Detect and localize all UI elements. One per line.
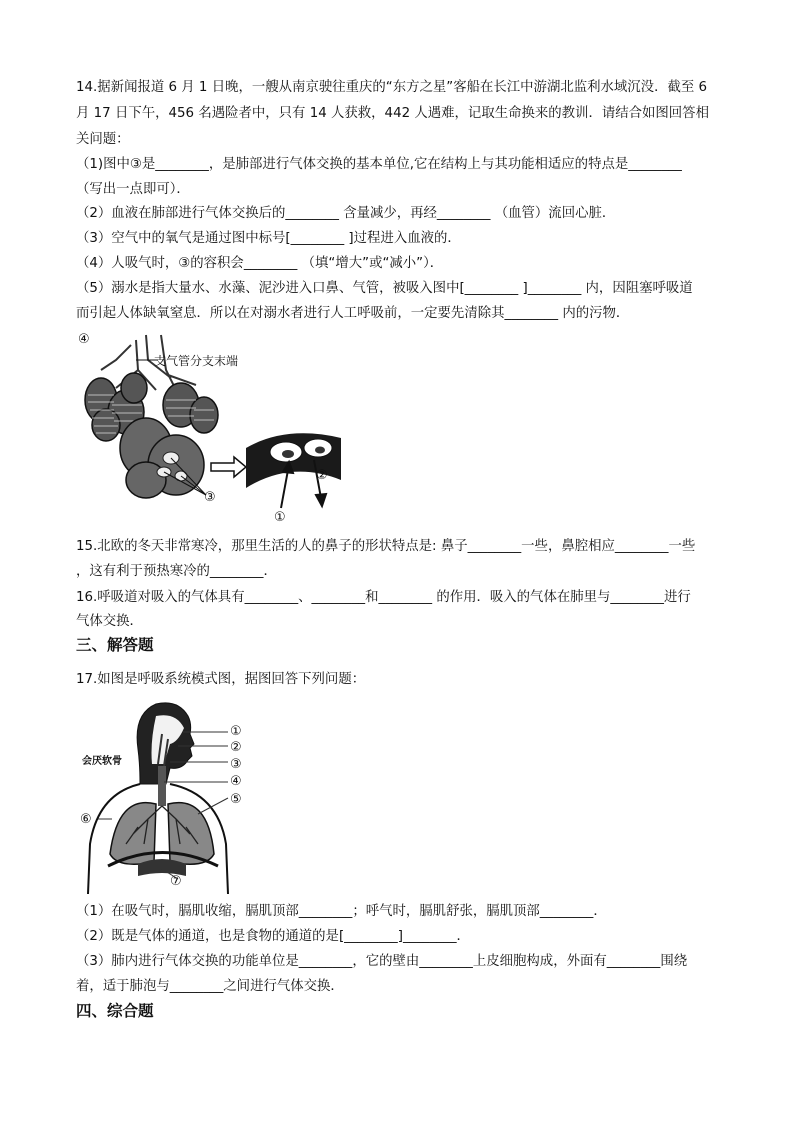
q16-line-2: 气体交换． (76, 614, 143, 629)
q17-part-2: （2）既是气体的通道，也是食物的通道的是[________]________． (76, 929, 470, 944)
q16-line-1: 16.呼吸道对吸入的气体具有________、________和________ 的作用．吸入的气体在肺里与________进行 (76, 590, 691, 605)
q17-part-3: （3）肺内进行气体交换的功能单位是________，它的壁由________上皮细胞构成，外面有________围绕 (76, 954, 688, 969)
resp-marker-1: ① (230, 724, 242, 739)
q14-line-3: 关问题： (76, 132, 130, 147)
q15-line-1: 15.北欧的冬天非常寒冷，那里生活的人的鼻子的形状特点是: 鼻子________一些，鼻腔相应________一些 (76, 539, 696, 554)
resp-marker-2: ② (230, 740, 242, 755)
section-heading-3: 三、解答题 (76, 636, 154, 654)
q14-part-1-note: （写出一点即可）． (76, 182, 190, 197)
q14-part-5: （5）溺水是指大量水、水藻、泥沙进入口鼻、气管，被吸入图中[________ ]________ 内，因阻塞呼吸道 (76, 281, 693, 296)
q14-part-5-cont: 而引起人体缺氧窒息．所以在对溺水者进行人工呼吸前，一定要先清除其________ 内的污物． (76, 306, 630, 321)
figure-marker-3: ③ (204, 490, 216, 505)
q17-intro: 17.如图是呼吸系统模式图，据图回答下列问题： (76, 672, 366, 687)
epiglottis-label: 会厌软骨 (82, 756, 122, 767)
q17-part-3-cont: 着，适于肺泡与________之间进行气体交换． (76, 979, 344, 994)
resp-marker-3: ③ (230, 757, 242, 772)
q14-line-1: 14.据新闻报道 6 月 1 日晚，一艘从南京驶往重庆的“东方之星”客船在长江中游湖北监利水域沉没．截至 6 (76, 80, 708, 95)
q15-line-2: ，这有利于预热寒冷的________． (76, 564, 277, 579)
branch-end-label: 支气管分支末端 (154, 354, 239, 368)
q14-part-1: （1)图中③是________，是肺部进行气体交换的基本单位,它在结构上与其功能相适应的特点是________ (76, 157, 682, 172)
q17-part-1: （1）在吸气时，膈肌收缩，膈肌顶部________；呼气时，膈肌舒张，膈肌顶部________． (76, 904, 607, 919)
resp-marker-5: ⑤ (230, 792, 242, 807)
q14-part-4: （4）人吸气时，③的容积会________ （填“增大”或“减小”）． (76, 256, 444, 271)
q14-part-3: （3）空气中的氧气是通过图中标号[________ ]过程进入血液的． (76, 231, 461, 246)
figure-marker-2: ② (316, 468, 328, 483)
section-heading-4: 四、综合题 (76, 1002, 154, 1020)
resp-marker-6: ⑥ (80, 812, 92, 827)
figure-marker-4: ④ (78, 332, 90, 347)
q14-line-2: 月 17 日下午，456 名遇险者中，只有 14 人获救，442 人遇难，记取生命换来的教训．请结合如图回答相 (76, 106, 709, 121)
q14-part-2: （2）血液在肺部进行气体交换后的________ 含量减少，再经________ （血管）流回心脏． (76, 206, 616, 221)
figure-marker-1: ① (274, 510, 286, 525)
resp-marker-4: ④ (230, 774, 242, 789)
resp-marker-7: ⑦ (170, 874, 182, 889)
